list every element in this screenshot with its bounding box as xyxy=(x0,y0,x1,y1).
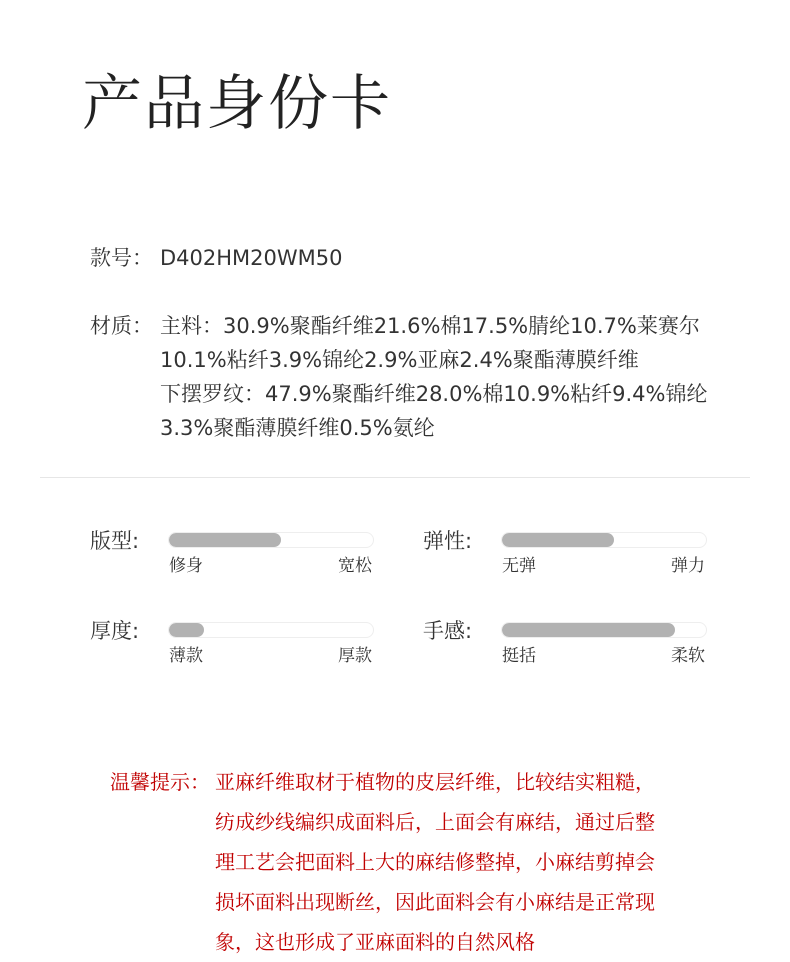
attribute-fill xyxy=(169,623,204,637)
attribute-track xyxy=(168,532,374,548)
attribute-min-label: 无弹 xyxy=(502,556,536,576)
page-title: 产品身份卡 xyxy=(82,69,392,139)
attribute-track xyxy=(501,622,707,638)
attribute-label: 弹性: xyxy=(423,529,473,553)
attribute-max-label: 宽松 xyxy=(338,556,372,576)
tip-line-4: 损坏面料出现断丝，因此面料会有小麻结是正常现 xyxy=(215,890,655,914)
attribute-fill xyxy=(169,533,281,547)
style-number-value: D402HM20WM50 xyxy=(160,246,343,270)
material-line-2: 10.1%粘纤3.9%锦纶2.9%亚麻2.4%聚酯薄膜纤维 xyxy=(160,348,639,372)
attribute-min-label: 薄款 xyxy=(169,646,203,666)
attribute-label: 厚度: xyxy=(90,619,140,643)
attribute-label: 版型: xyxy=(90,529,140,553)
tip-line-5: 象，这也形成了亚麻面料的自然风格 xyxy=(215,930,535,954)
attribute-min-label: 挺括 xyxy=(502,646,536,666)
attribute-track xyxy=(501,532,707,548)
material-label: 材质： xyxy=(90,314,153,338)
attribute-max-label: 厚款 xyxy=(338,646,372,666)
attribute-min-label: 修身 xyxy=(169,556,203,576)
section-divider xyxy=(40,477,750,478)
attribute-max-label: 柔软 xyxy=(671,646,705,666)
material-line-3: 下摆罗纹：47.9%聚酯纤维28.0%棉10.9%粘纤9.4%锦纶 xyxy=(160,382,708,406)
attribute-max-label: 弹力 xyxy=(671,556,705,576)
tip-line-3: 理工艺会把面料上大的麻结修整掉，小麻结剪掉会 xyxy=(215,850,655,874)
tip-line-1: 亚麻纤维取材于植物的皮层纤维，比较结实粗糙， xyxy=(215,770,655,794)
style-number-label: 款号： xyxy=(90,246,153,270)
attribute-fill xyxy=(502,533,614,547)
attribute-fill xyxy=(502,623,675,637)
attribute-track xyxy=(168,622,374,638)
style-number-row xyxy=(90,241,343,275)
attribute-label: 手感: xyxy=(423,619,473,643)
material-line-4: 3.3%聚酯薄膜纤维0.5%氨纶 xyxy=(160,416,435,440)
tip-line-2: 纺成纱线编织成面料后，上面会有麻结，通过后整 xyxy=(215,810,655,834)
tip-label: 温馨提示： xyxy=(110,770,210,794)
material-line-1: 主料：30.9%聚酯纤维21.6%棉17.5%腈纶10.7%莱赛尔 xyxy=(160,314,700,338)
